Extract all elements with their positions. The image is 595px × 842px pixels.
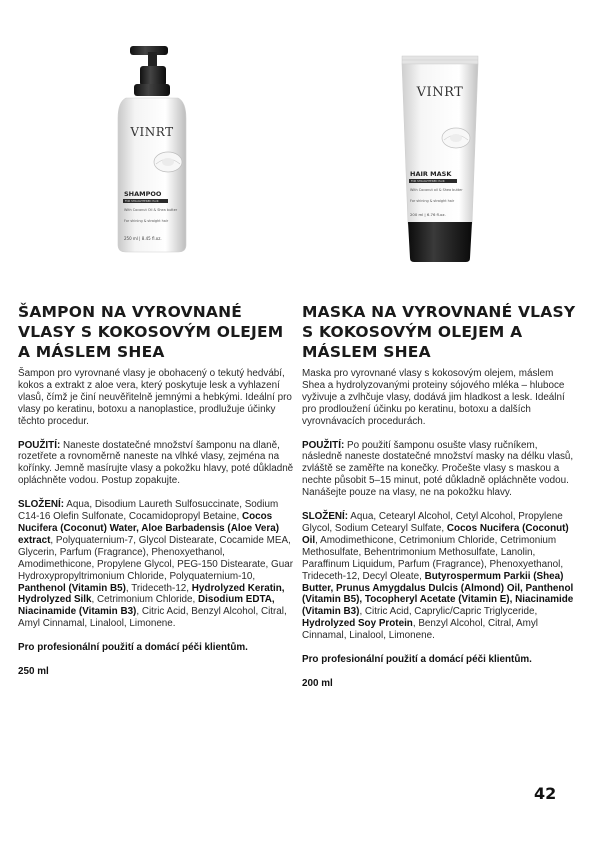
composition-ingredient-highlight: Cocos Nucifera (Coconut) Water, Aloe Barbadensis (Aloe Vera) extract [18, 511, 280, 546]
usage-text: Po použití šamponu osušte vlasy ručníkem, následně naneste dostatečné množství masky na délku vlasů, zvláště se zaměřte na konečky. Pročešte vlasy s maskou a nechte působit 5–15 minut, poté důkladně opláchněte vodou. Nanášejte pouze na vlasy, ne na pokožku hlavy. [302, 439, 574, 499]
usage-section [18, 440, 294, 488]
composition-list [18, 499, 293, 629]
label-product-name: HAIR MASK [410, 170, 452, 178]
composition-label: SLOŽENÍ: [18, 499, 65, 511]
professional-use-note: Pro profesionální použití a domácí péči klientům. [18, 642, 248, 654]
label-subtitle: FOR STRAIGHTENED HAIR [125, 200, 159, 203]
composition-ingredient-highlight: Disodium EDTA, Niacinamide (Vitamin B3) [18, 594, 275, 618]
composition-ingredient-text: , Trideceth-12, [125, 582, 192, 594]
label-product-name: SHAMPOO [124, 190, 162, 198]
composition-ingredient-text: , Polyquaternium-7, Glycol Distearate, Cocamide MEA, Glycerin, Parfum (Fragrance), Phenoxyethanol, Amodimethicone, Propylene Glycol, PEG-150 Distearate, Guar Hydroxypropyltrimonium Chloride, Polyquaternium-10, [18, 534, 293, 582]
composition-label: SLOŽENÍ: [302, 511, 349, 523]
product-body [302, 368, 578, 702]
composition-ingredient-highlight: Hydrolyzed Soy Protein [302, 618, 413, 630]
product-volume: 250 ml [18, 666, 49, 678]
usage-section [302, 440, 578, 500]
composition-ingredient-text: , Cetrimonium Chloride, [91, 594, 199, 606]
composition-ingredient-text: , Benzyl Alcohol, Citral, Amyl Cinnamal, Linalool, Limonene. [302, 618, 538, 642]
shampoo-bottle-image [18, 40, 294, 270]
composition-ingredient-text: Aqua, Cetearyl Alcohol, Cetyl Alcohol, Propylene Glycol, Sodium Cetearyl Sulfate, [302, 511, 563, 534]
label-volume: 200 ml | 6.76 fl.oz. [410, 212, 446, 217]
product-description: Maska pro vyrovnané vlasy s kokosovým olejem, máslem Shea a hydrolyzovanými proteiny sójového mléka – hluboce vyživuje a zvlhčuje vlasy, dodává jim hladkost a lesk. Ideální pro prodloužení účinku po keratinu, botoxu a dalších vyrovnávacích procedurách. [302, 368, 565, 427]
composition-ingredient-text: Aqua, Disodium Laureth Sulfosuccinate, Sodium C14-16 Olefin Sulfonate, Cocamidopropyl Betaine, [18, 499, 279, 523]
composition-section [18, 499, 294, 630]
product-volume: 200 ml [302, 677, 333, 689]
page-number: 42 [534, 784, 557, 803]
label-volume: 250 ml | 8.45 fl.oz. [124, 236, 162, 241]
brand-logo: VINRT [130, 125, 174, 139]
usage-label: POUŽITÍ: [18, 439, 61, 451]
label-purpose: For shining & straight hair [124, 219, 169, 223]
product-title: MASKA NA VYROVNANÉ VLASY S KOKOSOVÝM OLEJEM A MÁSLEM SHEA [302, 303, 576, 361]
product-body [18, 368, 294, 690]
product-description: Šampon pro vyrovnané vlasy je obohacený o tekutý hedvábí, kokos a extrakt z aloe vera, který poskytuje lesk a vyhlazení vlasů, čímž je činí neuvěřitelně jemnými a hebkými. Ideální pro vlasy po keratinu, botoxu a nanoplastice, prodlužuje účinky těchto procedur. [18, 368, 292, 427]
composition-ingredient-text: , Citric Acid, Caprylic/Capric Triglyceride, [359, 606, 538, 618]
brand-logo: VINRT [416, 85, 464, 100]
professional-use-note: Pro profesionální použití a domácí péči klientům. [302, 654, 532, 666]
composition-ingredient-text: , Citric Acid, Benzyl Alcohol, Citral, Amyl Cinnamal, Linalool, Limonene. [18, 606, 287, 630]
composition-ingredient-highlight: Panthenol (Vitamin B5) [18, 582, 126, 594]
composition-section [302, 511, 578, 642]
composition-list [302, 511, 573, 641]
composition-ingredient-highlight: Cocos Nucifera (Coconut) Oil [302, 522, 569, 546]
composition-ingredient-highlight: Hydrolyzed Keratin, Hydrolyzed Silk [18, 582, 285, 606]
product-title: ŠAMPON NA VYROVNANÉ VLASY S KOKOSOVÝM OLEJEM A MÁSLEM SHEA [18, 303, 284, 361]
mask-tube-image [302, 40, 578, 270]
composition-ingredient-highlight: Butyrospermum Parkii (Shea) Butter, Prunus Amygdalus Dulcis (Almond) Oil, Panthenol (Vitamin B5), Tocopheryl Acetate (Vitamin E), Niacinamide (Vitamin B3) [302, 570, 574, 618]
usage-label: POUŽITÍ: [302, 439, 345, 451]
usage-text: Naneste dostatečné množství šamponu na dlaně, rozetřete a rovnoměrně naneste na vlhké vlasy, zejména na kořínky. Jemně masírujte vlasy a pokožku hlavy, poté důkladně opláchněte vodou. Postup zopakujte. [18, 439, 294, 487]
label-subtitle: FOR STRAIGHTENED HAIR [411, 180, 445, 183]
shampoo-bottle-icon [18, 40, 294, 270]
composition-ingredient-text: , Amodimethicone, Cetrimonium Chloride, Cetrimonium Methosulfate, Behentrimonium Methosulfate, Lanolin, Paraffinum Liquidum, Parfum (Fragrance), Phenoxyethanol, Trideceth-12, Decyl Oleate, [302, 534, 564, 582]
label-ingredients: With Coconut Oil & Shea butter [124, 208, 178, 212]
label-purpose: For shining & straight hair [410, 199, 455, 203]
mask-tube-icon [302, 40, 578, 270]
label-ingredients: With Coconut oil & Shea butter [410, 188, 463, 192]
